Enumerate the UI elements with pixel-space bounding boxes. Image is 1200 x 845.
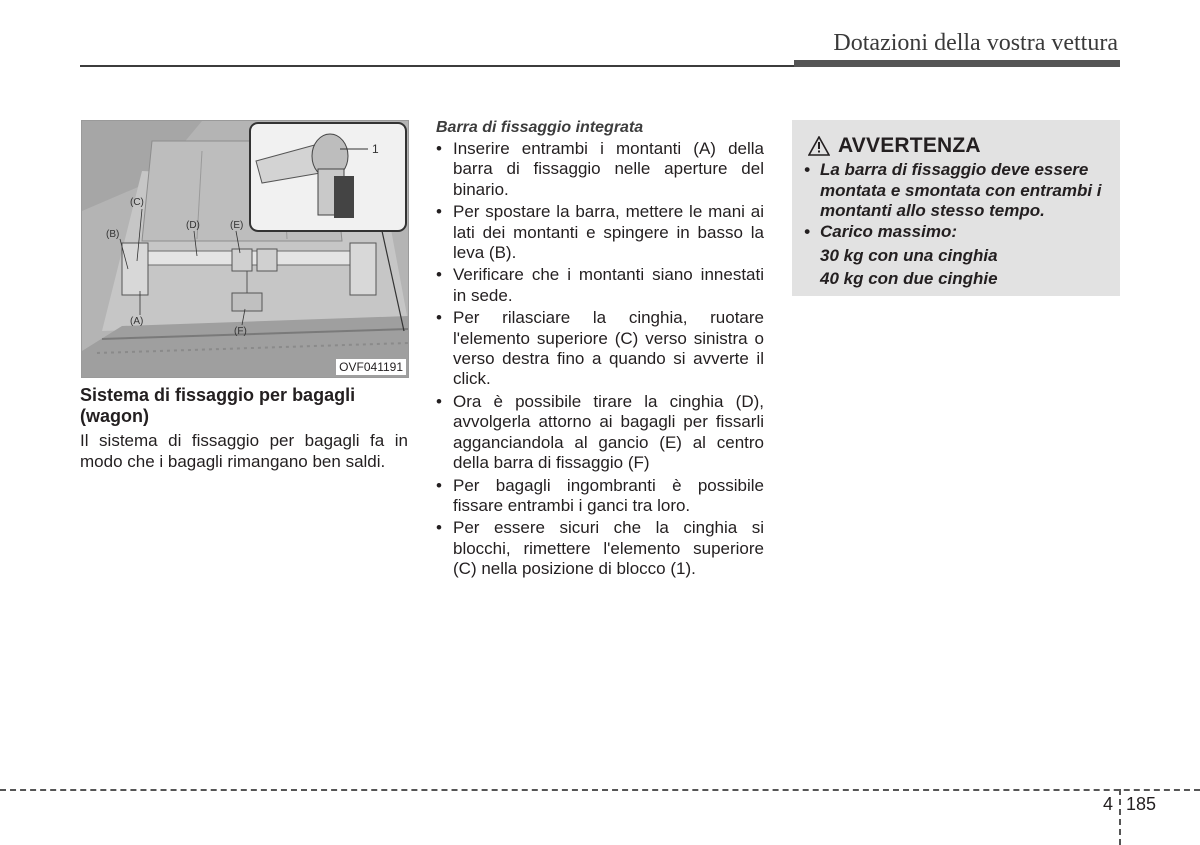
list-item: • Per essere sicuri che la cinghia si blocchi, rimettere l'elemento superiore (C) nella posizione di blocco (1). [436, 518, 764, 579]
footer-rule [0, 789, 1200, 791]
header-rule-accent [794, 60, 1120, 67]
figure-code: OVF041191 [336, 359, 406, 375]
cargo-bar-illustration [81, 120, 409, 378]
section-heading: Sistema di fissaggio per bagagli (wagon) [80, 385, 356, 426]
chapter-number: 4 [1103, 794, 1114, 814]
warning-item: • La barra di fissaggio deve essere montata e smontata con entrambi i montanti allo stesso tempo. [804, 160, 1102, 220]
warning-title: AVVERTENZA [808, 134, 981, 158]
list-item: • Inserire entrambi i montanti (A) della barra di fissaggio nelle aperture del binario. [436, 139, 764, 199]
warning-body [804, 160, 1114, 289]
instructions-subheading: Barra di fissaggio integrata [436, 119, 644, 136]
svg-text:1: 1 [372, 142, 379, 156]
list-item: • Per spostare la barra, mettere le mani ai lati dei montanti e spingere in basso la leva (B). [436, 202, 764, 263]
load-limit-one-strap: 30 kg con una cinghia [820, 246, 998, 265]
intro-paragraph: Il sistema di fissaggio per bagagli fa in modo che i bagagli rimangano ben saldi. [80, 431, 408, 471]
list-item: • Verificare che i montanti siano innestati in sede. [436, 265, 764, 305]
instructions-column [436, 118, 764, 582]
page-number: 185 [1126, 794, 1157, 814]
list-item: • Ora è possibile tirare la cinghia (D), avvolgerla attorno ai bagagli per fissarli agganciandola al gancio (E) al centro della barra di fissaggio (F) [436, 391, 764, 473]
svg-text:(C): (C) [130, 197, 144, 208]
footer-divider [1119, 789, 1121, 845]
svg-text:(E): (E) [230, 220, 244, 231]
cargo-area-drawing [82, 121, 409, 378]
warning-triangle-icon [808, 136, 830, 156]
running-header-title: Dotazioni della vostra vettura [833, 30, 1118, 56]
svg-text:(A): (A) [130, 316, 144, 327]
warning-item: • Carico massimo: [804, 221, 957, 241]
instructions-list [436, 139, 764, 580]
list-item: • Per rilasciare la cinghia, ruotare l'elemento superiore (C) verso sinistra o verso destra fino a quando si avverte il click. [436, 308, 764, 389]
svg-text:(B): (B) [106, 229, 120, 240]
header-rule [80, 65, 794, 67]
svg-text:(D): (D) [186, 220, 200, 231]
load-limit-two-straps: 40 kg con due cinghie [820, 268, 998, 288]
svg-text:(F): (F) [234, 326, 247, 337]
list-item: • Per bagagli ingombranti è possibile fissare entrambi i ganci tra loro. [436, 475, 764, 515]
warning-box [792, 120, 1120, 296]
